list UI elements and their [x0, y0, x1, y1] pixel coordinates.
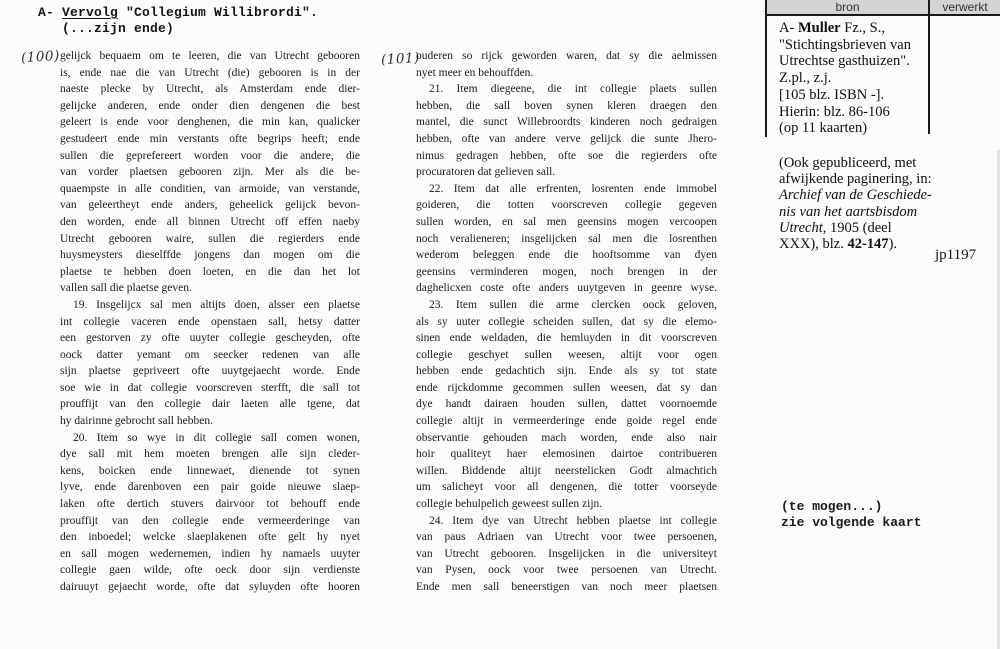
text-line: laken ofte dertich stuvers dairvoor tot behouff ende: [60, 498, 360, 511]
card-horizontal-rule: [765, 14, 1000, 16]
text-line: A- Muller Fz., S.,: [779, 20, 885, 36]
text-line: 20. Item so wye in dit collegie sall comen wonen,: [73, 431, 360, 444]
text-line: geensins verminderen mogen, noch brengen in der: [416, 265, 717, 278]
text-line: observantie gehouden mach worden, ende also nair: [416, 431, 717, 444]
text-line: quaempste in alle conditien, van armoide, van verstande,: [60, 182, 360, 195]
text-line: Ende men sall beneerstigen van noch meer plaetsen: [416, 581, 717, 593]
text-line: soe wie in dat collegie voorscreven sterfft, die sall tot: [60, 381, 360, 394]
text-line: goideren, die totten voorscreven collegie gegeven: [416, 199, 717, 212]
text-line: wederom beleggen ende die hooftsomme van dyen: [416, 249, 717, 262]
text-line: Utrecht gebooren waire, sullen die regierders ende: [60, 232, 360, 245]
text-line: (Ook gepubliceerd, met: [779, 155, 917, 171]
page-heading-line2: (...zijn ende): [62, 20, 175, 36]
text-line: dye sall mit hem moeten brengen alle sijn cleder-: [60, 448, 360, 461]
text-line: 23. Item sullen die arme clercken oock geloven,: [429, 298, 717, 311]
text-line: Z.pl., z.j.: [779, 70, 832, 87]
text-line: den inboedel; welcke slaeplakenen ofte gelt hy nyet: [60, 531, 360, 544]
text-line: hebben, die sall boven synen kleren draegen den: [416, 99, 717, 112]
card-code: jp1197: [935, 247, 977, 263]
text-line: Utrecht, 1905 (deel: [779, 219, 892, 236]
text-line: geleert is ende voor denghenen, die min kan, qualicker: [60, 116, 360, 129]
text-line: afwijkende paginering, in:: [779, 171, 932, 188]
text-line: A- Vervolg "Collegium Willibrordi".: [38, 5, 319, 20]
text-line: procuratoren dat gelieven sall.: [416, 166, 556, 179]
margin-number-100: (100): [20, 47, 61, 67]
text-line: als sy uuter collegie scheiden sullen, dat sy die elemo-: [416, 315, 717, 328]
text-line: noch veralieneren; insgelijcken sal men die losrenthen: [416, 232, 717, 245]
text-line: [105 blz. ISBN -].: [779, 86, 885, 103]
text-line: en sall mogen wedernemen, indien hy namaels uuyter: [60, 547, 360, 560]
text-line: nyet meer en behouffden.: [416, 66, 534, 79]
card-vertical-rule-left: [765, 0, 767, 137]
text-line: van vorder plaetsen gebooren zijn. Mer als die be-: [60, 166, 360, 179]
text-line: huysmeysters dieselffde jongens dan mogen om die: [60, 249, 360, 262]
page-heading: [38, 5, 318, 36]
text-line: int collegie vaceren ende openstaen sall, hetsy datter: [60, 315, 360, 328]
text-line: lyve, ende darenboven een pair goide nieuwe slaep-: [60, 481, 360, 494]
column-header-bron: bron: [835, 0, 860, 14]
text-line: dairuuyt gejaecht worde, ofte dat syluyden ofte hooren: [60, 581, 360, 593]
text-line: Archief van de Geschiede-: [779, 187, 932, 204]
text-line: hebben, ofte van andere verve gelijck die sunte Jhero-: [416, 132, 717, 145]
text-line: oock datter yemant om seecker redenen van alle: [60, 348, 360, 361]
text-line: 19. Insgelijcx sal men altijts doen, alsser een plaetse: [73, 298, 360, 311]
text-line: dye handt dairaen houden sullen, dattet voornoemde: [416, 398, 717, 411]
text-line: willen. Biddende altijt neerstelicken Godt almachtich: [416, 464, 717, 477]
text-line: daghelicxen coste ofte anders uuytgeven in geenre wyse.: [416, 282, 717, 295]
text-line: mantel, die sunct Willebroordts kinderen noch gedraigen: [416, 116, 717, 129]
text-line: van paus Adriaen van Utrecht voor twee persoenen,: [416, 531, 717, 544]
text-line: kens, boicken ende linnewaet, dienende tot synen: [60, 464, 360, 477]
text-line: sijn plaetse gepriveert ofte uuytgejaecht worde. Ende: [60, 365, 360, 378]
text-line: prouffijt van den collegie ende vermeerderinge van: [60, 514, 360, 527]
text-line: "Stichtingsbrieven van: [779, 36, 911, 53]
bibliography-entry: [779, 20, 929, 137]
text-line: van geleertheyt ende anders, geheelick gelijck bevon-: [60, 199, 360, 212]
text-line: van Utrecht gebooren. Insgelijcken in die universiteyt: [416, 547, 717, 560]
text-line: ouderen so rijck geworden waren, dat sy die aelmissen: [416, 50, 717, 62]
text-line: gelijcke anderen, ende onder dien dengenen die best: [60, 99, 360, 112]
text-line: 24. Item dye van Utrecht hebben plaetse int collegie: [429, 514, 717, 527]
text-line: plaetse te hebben doen loeten, en die dan het lot: [60, 265, 360, 278]
text-line: collegie altijt in vermeerderinge ende goide regel ende: [416, 415, 717, 428]
text-line: collegie gaen wilde, ofte oeck door sijn verdienste: [60, 564, 360, 577]
text-line: zie volgende kaart: [781, 514, 922, 530]
text-line: gelijck bequaem om te leeren, die van Utrecht gebooren: [60, 50, 360, 62]
text-line: collegie behulpelich geweest sullen zijn.: [416, 498, 603, 511]
text-line: vallen sall die plaetse geven.: [60, 282, 192, 295]
text-line: van Pysen, oock voor twee persoenen van Utrecht.: [416, 564, 717, 577]
text-line: 22. Item dat alle erfrenten, losrenten ende immobel: [429, 182, 717, 195]
text-line: 21. Item diegeene, die int collegie plaets sullen: [429, 83, 717, 96]
text-line: prouffijt van den collegie dair laeten alle tgene, dat: [60, 398, 360, 411]
publication-note: [779, 155, 939, 252]
text-line: (op 11 kaarten): [779, 120, 868, 137]
text-line: is, ende nae die van Utrecht (die) gebooren is in der: [60, 66, 360, 79]
text-line: Utrechtse gasthuizen".: [779, 53, 910, 70]
margin-number-101: (101): [380, 49, 421, 69]
text-line: hy dairinne gebrocht sall hebben.: [60, 415, 213, 428]
column-header-verwerkt: verwerkt: [942, 0, 988, 14]
text-line: sinen ende weldaden, die hemluyden in dit voorscreven: [416, 332, 717, 345]
text-column-middle: [416, 48, 717, 596]
text-line: een gestorven zy ofte uuyter collegie gescheyden, ofte: [60, 332, 360, 345]
text-line: collegie geschyet sullen weesen, altijt voor ogen: [416, 348, 717, 361]
text-line: sullen worden, en sal men geensins mogen vercoopen: [416, 215, 717, 228]
text-column-left: [60, 48, 360, 596]
text-line: ende rijckdomme gecommen sullen weesen, dat sy dan: [416, 381, 717, 394]
text-line: Hierin: blz. 86-106: [779, 103, 890, 120]
text-line: (te mogen...): [781, 499, 883, 514]
text-line: den worden, ende all binnen Utrecht off effen naeby: [60, 215, 360, 228]
text-line: XXX), blz. 42-147).: [779, 236, 898, 253]
text-line: hebben ende gedachtich sijn. Ende als sy tot state: [416, 365, 717, 378]
text-line: um salicheyt voor all dengenen, die totter voorseyde: [416, 481, 717, 494]
typed-annotation: [781, 499, 921, 530]
text-line: hoir qualiteyt haer elemosinen dairtoe contribueren: [416, 448, 717, 461]
text-line: nis van het aartsbisdom: [779, 203, 918, 220]
text-line: nimus gedragen hebben, ofte soe die regierders ofte: [416, 149, 717, 162]
page-heading-line1: [38, 5, 318, 21]
text-line: naeste plecke by Utrecht, als Amsterdam ende dier-: [60, 83, 360, 96]
text-line: sullen die geprefereert worden voor die andere, die: [60, 149, 360, 162]
text-line: gestudeert ende min verstants ofte begrips heeft; ende: [60, 132, 360, 145]
